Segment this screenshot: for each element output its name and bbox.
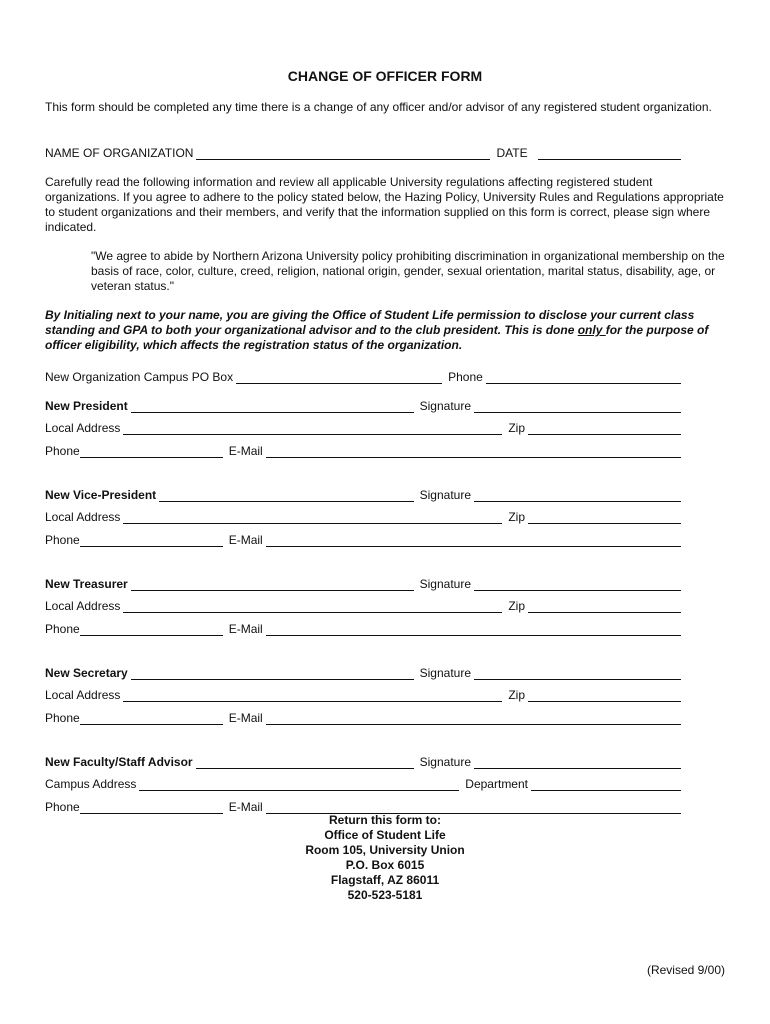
new-secretary-name-field[interactable]	[131, 668, 414, 680]
new-vice-president-contact-row	[45, 531, 681, 547]
return-city: Flagstaff, AZ 86011	[330, 873, 440, 887]
page-title: CHANGE OF OFFICER FORM	[287, 68, 483, 84]
new-president-row	[45, 397, 681, 413]
new-faculty-staff-advisor-department-label: Department	[465, 777, 528, 791]
new-vice-president-signature-field[interactable]	[474, 490, 681, 502]
new-vice-president-address-field[interactable]	[123, 512, 502, 524]
new-faculty-staff-advisor-address-field[interactable]	[139, 779, 459, 791]
intro-text: This form should be completed any time there is a change of any officer and/or advisor of any registered student organization.	[45, 100, 712, 114]
new-vice-president-address-label: Local Address	[45, 510, 121, 524]
new-vice-president-signature-label: Signature	[419, 488, 471, 502]
new-secretary-phone-label: Phone	[45, 711, 80, 725]
new-secretary-email-field[interactable]	[266, 713, 681, 725]
new-president-phone-label: Phone	[45, 444, 80, 458]
new-treasurer-row	[45, 575, 681, 591]
new-faculty-staff-advisor-row	[45, 753, 681, 769]
new-secretary-signature-label: Signature	[419, 666, 471, 680]
org-name-field[interactable]	[196, 148, 490, 160]
new-president-address-field[interactable]	[123, 423, 502, 435]
return-phone: 520-523-5181	[347, 888, 423, 902]
po-box-label: New Organization Campus PO Box	[45, 370, 234, 384]
new-faculty-staff-advisor-signature-label: Signature	[419, 755, 471, 769]
po-box-field[interactable]	[236, 372, 442, 384]
new-faculty-staff-advisor-email-label: E-Mail	[228, 800, 263, 814]
new-president-address-label: Local Address	[45, 421, 121, 435]
new-faculty-staff-advisor-label: New Faculty/Staff Advisor	[45, 755, 193, 769]
org-name-label: NAME OF ORGANIZATION	[45, 146, 194, 160]
new-president-address-row	[45, 419, 681, 435]
permission-text-1: By Initialing next to your name, you are giving the Office of Student Life permission to disclose your current class standing and GPA to both your organizational advisor and to the club president. This is done	[45, 308, 695, 337]
new-president-label: New President	[45, 399, 128, 413]
new-treasurer-signature-label: Signature	[419, 577, 471, 591]
revision-note: (Revised 9/00)	[646, 963, 725, 977]
new-treasurer-address-field[interactable]	[123, 601, 502, 613]
policy-quote: "We agree to abide by Northern Arizona University policy prohibiting discrimination in organizational membership on the basis of race, color, culture, creed, religion, national origin, gender, sexual orientation, marital status, disability, age, or veteran status."	[91, 249, 725, 293]
return-address	[0, 813, 770, 903]
date-field[interactable]	[538, 148, 681, 160]
new-vice-president-label: New Vice-President	[45, 488, 157, 502]
return-room: Room 105, University Union	[305, 843, 465, 857]
new-president-email-field[interactable]	[266, 446, 681, 458]
new-vice-president-email-label: E-Mail	[228, 533, 263, 547]
new-secretary-label: New Secretary	[45, 666, 128, 680]
new-president-signature-label: Signature	[419, 399, 471, 413]
po-box-row	[45, 368, 681, 384]
new-treasurer-contact-row	[45, 620, 681, 636]
new-secretary-signature-field[interactable]	[474, 668, 681, 680]
permission-text-2: for the purpose of officer eligibility, which affects the registration status of the organization.	[45, 323, 709, 352]
org-name-row	[45, 144, 681, 160]
new-secretary-phone-field[interactable]	[80, 713, 223, 725]
new-faculty-staff-advisor-contact-row	[45, 798, 681, 814]
new-faculty-staff-advisor-department-field[interactable]	[531, 779, 681, 791]
new-faculty-staff-advisor-signature-field[interactable]	[474, 757, 681, 769]
po-phone-field[interactable]	[486, 372, 681, 384]
new-vice-president-phone-label: Phone	[45, 533, 80, 547]
new-faculty-staff-advisor-address-row	[45, 775, 681, 791]
new-treasurer-address-row	[45, 597, 681, 613]
new-president-name-field[interactable]	[131, 401, 414, 413]
new-vice-president-email-field[interactable]	[266, 535, 681, 547]
new-treasurer-email-label: E-Mail	[228, 622, 263, 636]
new-president-contact-row	[45, 442, 681, 458]
new-secretary-zip-field[interactable]	[528, 690, 681, 702]
return-box: P.O. Box 6015	[345, 858, 425, 872]
new-secretary-contact-row	[45, 709, 681, 725]
new-treasurer-phone-field[interactable]	[80, 624, 223, 636]
new-president-signature-field[interactable]	[474, 401, 681, 413]
po-phone-label: Phone	[448, 370, 483, 384]
new-secretary-address-row	[45, 686, 681, 702]
new-faculty-staff-advisor-name-field[interactable]	[196, 757, 414, 769]
new-treasurer-phone-label: Phone	[45, 622, 80, 636]
new-treasurer-email-field[interactable]	[266, 624, 681, 636]
new-vice-president-address-row	[45, 508, 681, 524]
new-secretary-address-field[interactable]	[123, 690, 502, 702]
new-treasurer-zip-field[interactable]	[528, 601, 681, 613]
new-secretary-address-label: Local Address	[45, 688, 121, 702]
date-label: DATE	[496, 146, 528, 160]
new-secretary-email-label: E-Mail	[228, 711, 263, 725]
new-president-zip-label: Zip	[508, 421, 525, 435]
new-treasurer-address-label: Local Address	[45, 599, 121, 613]
return-heading: Return this form to:	[329, 813, 441, 827]
new-treasurer-zip-label: Zip	[508, 599, 525, 613]
new-secretary-row	[45, 664, 681, 680]
new-treasurer-name-field[interactable]	[131, 579, 414, 591]
new-secretary-zip-label: Zip	[508, 688, 525, 702]
permission-emphasis: only	[577, 323, 606, 337]
return-office: Office of Student Life	[324, 828, 446, 842]
new-president-email-label: E-Mail	[228, 444, 263, 458]
new-vice-president-row	[45, 486, 681, 502]
new-president-phone-field[interactable]	[80, 446, 223, 458]
instructions-text: Carefully read the following information and review all applicable University regulations affecting registered student organizations. If you agree to adhere to the policy stated below, the Hazing Policy, University Rules and Regulations appropriate to student organizations and their members, and verify that the information supplied on this form is correct, please sign where indicated.	[45, 175, 724, 234]
new-vice-president-name-field[interactable]	[159, 490, 413, 502]
new-president-zip-field[interactable]	[528, 423, 681, 435]
new-faculty-staff-advisor-address-label: Campus Address	[45, 777, 137, 791]
new-vice-president-phone-field[interactable]	[80, 535, 223, 547]
permission-notice	[45, 308, 725, 353]
new-treasurer-label: New Treasurer	[45, 577, 128, 591]
new-vice-president-zip-label: Zip	[508, 510, 525, 524]
new-treasurer-signature-field[interactable]	[474, 579, 681, 591]
new-faculty-staff-advisor-phone-label: Phone	[45, 800, 80, 814]
new-vice-president-zip-field[interactable]	[528, 512, 681, 524]
